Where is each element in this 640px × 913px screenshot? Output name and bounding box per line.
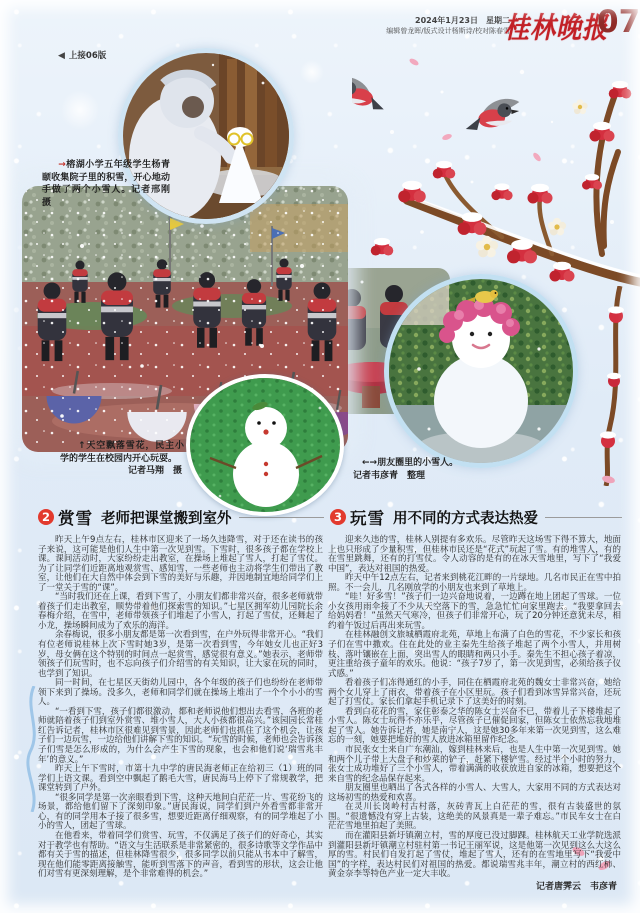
paragraph: 同一时间，在七星区天街幼儿园中，各个年级的孩子们也纷纷在老师带领下来到了操场。没多久，老师和同学们就在操场上堆出了一个个小小的雪人。: [38, 678, 323, 708]
plum-blossom-birds-decoration: [352, 32, 640, 290]
header-rule: [239, 517, 325, 518]
petal-decoration: [601, 475, 615, 485]
date-line: 2024年1月23日 星期二: [415, 16, 510, 25]
caption-text: 榕湖小学五年级学生杨青颐收集院子里的积雪，开心地动手做了两个小雪人。: [42, 160, 170, 195]
newspaper-masthead: 桂林晚报: [504, 11, 609, 45]
reporter-byline: 记者唐霁云 韦彦青: [535, 881, 617, 892]
photo-caption-snowman-student: [42, 159, 179, 209]
caption-text: 朋友圈里的小雪人。: [377, 458, 459, 468]
caption-credit: 记者韦彦青 整理: [353, 470, 426, 481]
paragraph: 而在灌阳县新圩镇潮立村，雪的厚度已没过脚踝。桂林航天工业学院选派到灌阳县新圩镇潮立村驻村第一书记王丽军说，这是他第一次见到这么大这么厚的雪。村民们自发打起了雪仗，堆起了雪人，还有的在雪地里写下“我爱中国”的字样，表达村民们对祖国的热爱。都说瑞雪兆丰年，潮立村的西红柿、黄金奈李等特色产业一定大丰收。: [328, 830, 621, 880]
paragraph: 在桂林融创文旅城栖霞府北苑，草地上布满了白色的雪花，不少家长和孩子们在雪中撒欢。住在此处的业主秦先生给孩子堆起了两个小雪人，并用树枝、落叶镶嵌在上面，突出雪人的眼睛和两只小手。秦先生不担心孩子着凉，更注重给孩子童年的欢乐。他说：“孩子7岁了，第一次见到雪，必须给孩子仪式感。”: [328, 630, 621, 679]
paragraph: “很多同学是第一次亲眼看到下雪，这种天地间白茫茫一片、雪花纷飞的场景，都给他们留下了深刻印象。”唐民海说，同学们到户外看雪都非常开心，有的同学用本子接了很多雪，想要近距离仔细观察，有的同学堆起了小小的雪人，团起了雪球。: [38, 792, 323, 832]
section-number-badge: 3: [330, 509, 346, 525]
page-number: 07: [597, 4, 640, 40]
section-title: 玩雪: [350, 509, 385, 528]
section-header-wanxue: [330, 505, 622, 529]
continued-from-label: 上接06版: [68, 51, 107, 61]
section-subtitle: 用不同的方式表达热爱: [393, 510, 538, 527]
paragraph: 昨天上午9点左右，桂林市区迎来了一场久违降雪，对于还在读书的孩子来说，这可能是他们人生中第一次见到雪。下雪时，很多孩子都在学校上课。课间活动时，大家纷纷走出教室，在操场上堆起了雪人，打起了雪仗。为了让同学们近距离地观赏雪、感知雪，一些老师也主动将学生们带出了教室，让他们在大自然中体会到下雪的美好与乐趣，并因地制宜地给同学们上了一堂关于雪的“课”。: [38, 535, 323, 593]
paragraph: 看到白花花的雪，家住彰泰之华的陈女士兴奋不已，带着儿子下楼堆起了小雪人。陈女士玩得不亦乐乎，尽管孩子已催促回家，但陈女士依然忘我地堆起了雪人。她告诉记者，她是南宁人，这是她30多年来第一次见到雪，这么难忘的一刻，她要把堆好的雪人放进冰箱里留作纪念。: [328, 706, 621, 746]
article-shangxue-body: [38, 536, 323, 880]
header-rule: [545, 517, 622, 518]
paragraph: 余春梅说，很多小朋友都是第一次看到雪，在户外玩得非常开心。“我们有位老师说桂林上次下雪时她3岁，是第一次看到雪，今年她女儿也正好3岁，母女俩在这个特别的时间点一起赏雪，感觉很有意义。”她表示，老师带领孩子们玩雪时，也不忘向孩子们介绍雪的有关知识，让大家在玩的同时，也学到了知识。: [38, 630, 323, 679]
article-wanxue-body: [328, 536, 621, 892]
snow-bokeh-decoration: [60, 90, 100, 130]
section-number-badge: 2: [38, 509, 54, 525]
arrow-left-icon: ◀: [58, 51, 65, 61]
photo-white-snowman: [186, 374, 344, 516]
paragraph: “哇！好多雪！”孩子们一边兴奋地说着，一边蹲在地上团起了雪球。一位小女孩用雨伞接了不少从天空落下的雪，急急忙忙向家里跑去。“我要拿回去给妈妈看！”虽然天气寒冷，但孩子们非常开心，玩了20分钟还意犹未尽，相约着午饭过后再出来玩雪。: [328, 592, 621, 631]
continued-from-note: [58, 49, 106, 61]
arrow-right-icon: →: [58, 160, 66, 170]
snow-bokeh-decoration: [300, 60, 324, 84]
caption-text: 天空飘落雪花，民主小学的学生在校园内开心玩耍。: [60, 441, 184, 464]
paragraph: 市民张女士来自广东潮汕，嫁到桂林来后，也是人生中第一次见到雪。她和两个儿子带上大盘子和炒菜的铲子，赶紧下楼铲雪。经过半个小时的努力，张女士成功堆好了三个小雪人，带着满满的收获放进自家的冰箱，想要把这个来自雪的纪念品保存起来。: [328, 745, 621, 784]
paragraph: 昨天中午12点左右，记者来到桃花江畔的一片绿地。几名市民正在雪中拍照。不一会儿，几名刚放学的小朋友也来到了草地上。: [328, 573, 621, 593]
paragraph: 昨天上午下雪时，市第十九中学的唐民海老师正在给初三（1）班的同学们上语文课。看到空中飘起了鹅毛大雪，唐民海马上停下了常规教学，把课堂转到了户外。: [38, 764, 323, 794]
header-meta: [300, 15, 510, 37]
section-subtitle: 老师把课堂搬到室外: [101, 510, 232, 527]
branch-decoration: [580, 286, 640, 486]
section-title: 赏雪: [58, 509, 93, 528]
paragraph: “当时我们还在上课，看到下雪了，小朋友们都非常兴奋，很多老师就带着孩子们走出教室，顺势带着他们探索雪的知识。”七星区拥军幼儿园院长余春梅介绍，在雪中，老师带领孩子们堆起了小雪人，打起了雪仗，还舞起了小龙，操场瞬间成为了欢乐的海洋。: [38, 592, 323, 631]
photo-caption-playground: [60, 440, 184, 478]
photo-caption-moments-snowmen: [344, 457, 476, 482]
paragraph: 看着孩子们冻得通红的小手，同住在栖霞府北苑的魏女士非常兴奋，她给两个女儿穿上了雨衣，带着孩子在小区里玩。孩子们看到冰雪异常兴奋，还玩起了打雪仗。家长们拿起手机记录下了这美好的时刻。: [328, 678, 621, 708]
staff-line: 编辑曾龙晖/版式设计杨斯诗/校对陈春雪: [386, 27, 510, 35]
paragraph: 在他看来，带着同学们赏雪、玩雪，不仅满足了孩子们的好奇心，其实对于教学也有帮助。“语文与生活联系是非常紧密的，很多诗歌等文学作品中都有关于雪的描述，但桂林降雪很少，很多同学以前只能从书本中了解雪，现在他们能零距离接触雪，能听到雪落下的声音，看到雪的形状，这会让他们对雪有更深刻理解，是个非常难得的机会。”: [38, 830, 323, 880]
paragraph: 迎来久违的雪，桂林人别提有多欢乐。尽管昨天这场雪下得不算大，地面上也只形成了少量积雪，但桂林市民还是“花式”玩起了雪。有的堆雪人，有的在雪里跳舞，还有的打雪仗。令人动容的是有的在冰天雪地里，写下了“我爱中国”，表达对祖国的热爱。: [328, 535, 621, 574]
caption-credit: 记者马翔 摄: [127, 466, 182, 476]
caption-credit: 记者邢刚 摄: [42, 185, 179, 208]
paragraph: 朋友圈里也晒出了各式各样的小雪人、大雪人，大家用不同的方式表达对这场初雪的热爱和欢喜。: [328, 783, 621, 803]
photo-pink-snowman: [384, 274, 578, 468]
arrow-up-icon: ↑: [78, 441, 86, 451]
paragraph: “一看到下雪，孩子们都很激动，都和老师说他们想出去看雪，各班的老师就陪着孩子们到室外赏雪、堆小雪人，大人小孩都很高兴。”该园园长常桂红告诉记者，桂林市区很难见到雪景，因此老师们也抓住了这个机会，让孩子们一边玩雪，一边给他们讲解下雪的知识。“玩雪的时候，老师也会告诉孩子们雪是怎么形成的，为什么会产生下雪的现象，也会和他们说‘瑞雪兆丰年’的意义。”: [38, 706, 323, 765]
paragraph: 在灵川长岗岭村古村落，灰砖青瓦上白茫茫的雪，很有古装盛世的氛围。“很遗憾没有穿上古装，这绝美的风景真是一辈子难忘。”市民车女士在白茫茫雪地里拍起了美照。: [328, 802, 621, 832]
arrow-left-right-icon: ←→: [362, 458, 378, 468]
